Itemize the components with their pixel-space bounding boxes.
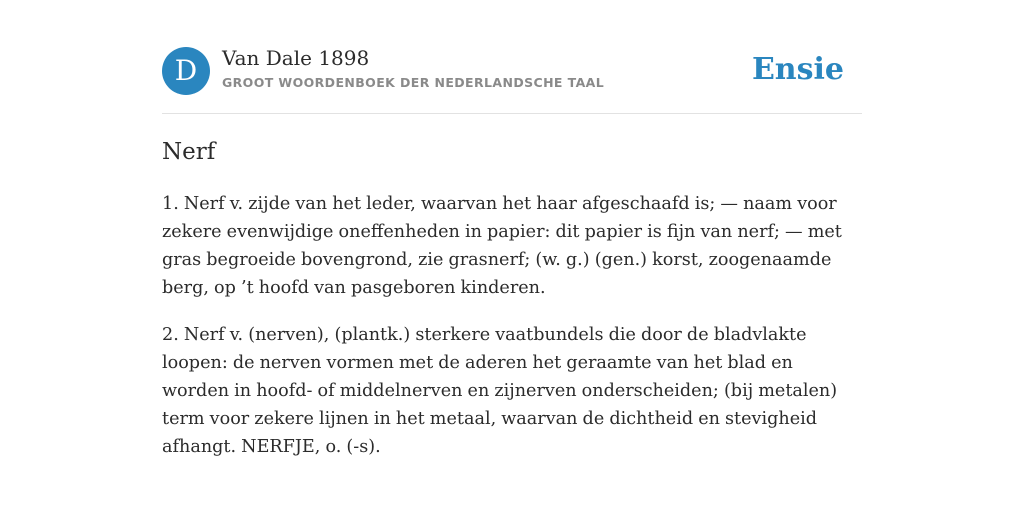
dictionary-subtitle: GROOT WOORDENBOEK DER NEDERLANDSCHE TAAL	[222, 75, 605, 90]
dictionary-logo[interactable]: D	[162, 47, 210, 95]
ensie-brand-link[interactable]: Ensie	[751, 52, 844, 87]
dictionary-header	[162, 0, 862, 114]
dictionary-title[interactable]: Van Dale 1898	[222, 46, 370, 70]
definition-paragraph: 1. Nerf v. zijde van het leder, waarvan het haar afgeschaafd is; — naam voor zekere evenwijdige oneffenheden in papier: dit papier is fijn van nerf; — met gras begroeide bovengrond, zie grasnerf; (w. g.) (gen.) korst, zoogenaamde berg, op ’t hoofd van pasgeboren kinderen.	[162, 194, 842, 298]
page-container	[162, 0, 862, 457]
entry-title: Nerf	[162, 139, 216, 165]
definition-paragraph: 2. Nerf v. (nerven), (plantk.) sterkere vaatbundels die door de bladvlakte loopen: de nerven vormen met de aderen het geraamte van het blad en worden in hoofd- of middelnerven en zijnerven onderscheiden; (bij metalen) term voor zekere lijnen in het metaal, waarvan de dichtheid en stevigheid afhangt. NERFJE, o. (-s).	[162, 325, 838, 457]
